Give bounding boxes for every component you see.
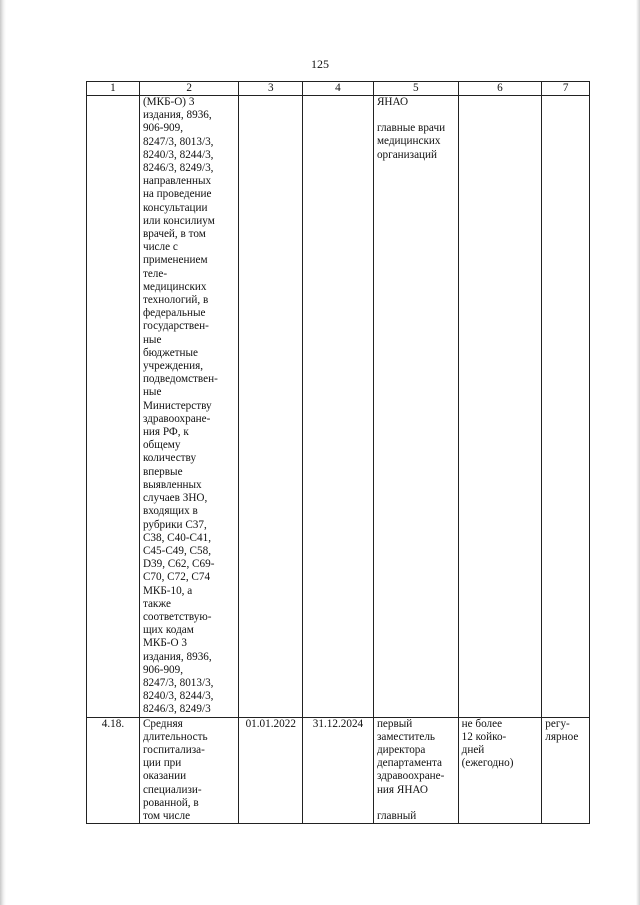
responsible-secondary: главный <box>376 809 417 822</box>
header-col-4: 4 <box>303 82 374 96</box>
periodicity <box>542 96 590 718</box>
header-col-6: 6 <box>458 82 542 96</box>
periodicity: регу- лярное <box>542 717 590 824</box>
header-col-5: 5 <box>373 82 458 96</box>
responsible-secondary: главные врачи медицинских организаций <box>376 122 446 161</box>
end-date <box>303 96 374 718</box>
table-header <box>87 82 590 96</box>
document-table <box>86 81 590 824</box>
page-number: 125 <box>311 57 329 71</box>
header-col-3: 3 <box>239 82 303 96</box>
responsible-cell <box>373 96 458 718</box>
scan-edge-right <box>636 0 640 905</box>
header-col-2: 2 <box>139 82 239 96</box>
responsible-primary: первый заместитель директора департамента здравоохране- ния ЯНАО <box>376 717 445 796</box>
row-number <box>87 96 140 718</box>
target-value <box>458 96 542 718</box>
indicator-text: Средняя длительность госпитализа- ции при оказании специализи- рованной, в том числе <box>139 717 239 824</box>
start-date <box>239 96 303 718</box>
end-date: 31.12.2024 <box>303 717 374 824</box>
header-col-1: 1 <box>87 82 140 96</box>
indicator-text: (МКБ-О) 3 издания, 8936, 906-909, 8247/3, 8013/3, 8240/3, 8244/3, 8246/3, 8249/3, направленных на проведение консультации или консилиум врачей, в том числе с применением теле- медицинских технологий, в федеральные государствен- ные бюджетные учреждения, подведомствен- ные Министерству здравоохране- ния РФ, к общему количеству впервые выявленных случаев ЗНО, входящих в рубрики С37, С38, С40-С41, С45-С49, С58, D39, С62, С69- С70, С72, С74 МКБ-10, а также соответствую- щих кодам МКБ-О 3 издания, 8936, 906-909, 8247/3, 8013/3, 8240/3, 8244/3, 8246/3, 8249/3 <box>139 96 239 718</box>
table-row <box>87 96 590 718</box>
header-row <box>87 82 590 96</box>
scan-edge-left <box>0 0 6 905</box>
spacer <box>377 109 455 122</box>
start-date: 01.01.2022 <box>239 717 303 824</box>
target-value: не более 12 койко- дней (ежегодно) <box>458 717 542 824</box>
row-number: 4.18. <box>87 717 140 824</box>
responsible-cell <box>373 717 458 824</box>
header-col-7: 7 <box>542 82 590 96</box>
responsible-primary: ЯНАО <box>376 96 409 108</box>
table-row <box>87 717 590 824</box>
spacer <box>377 797 455 810</box>
